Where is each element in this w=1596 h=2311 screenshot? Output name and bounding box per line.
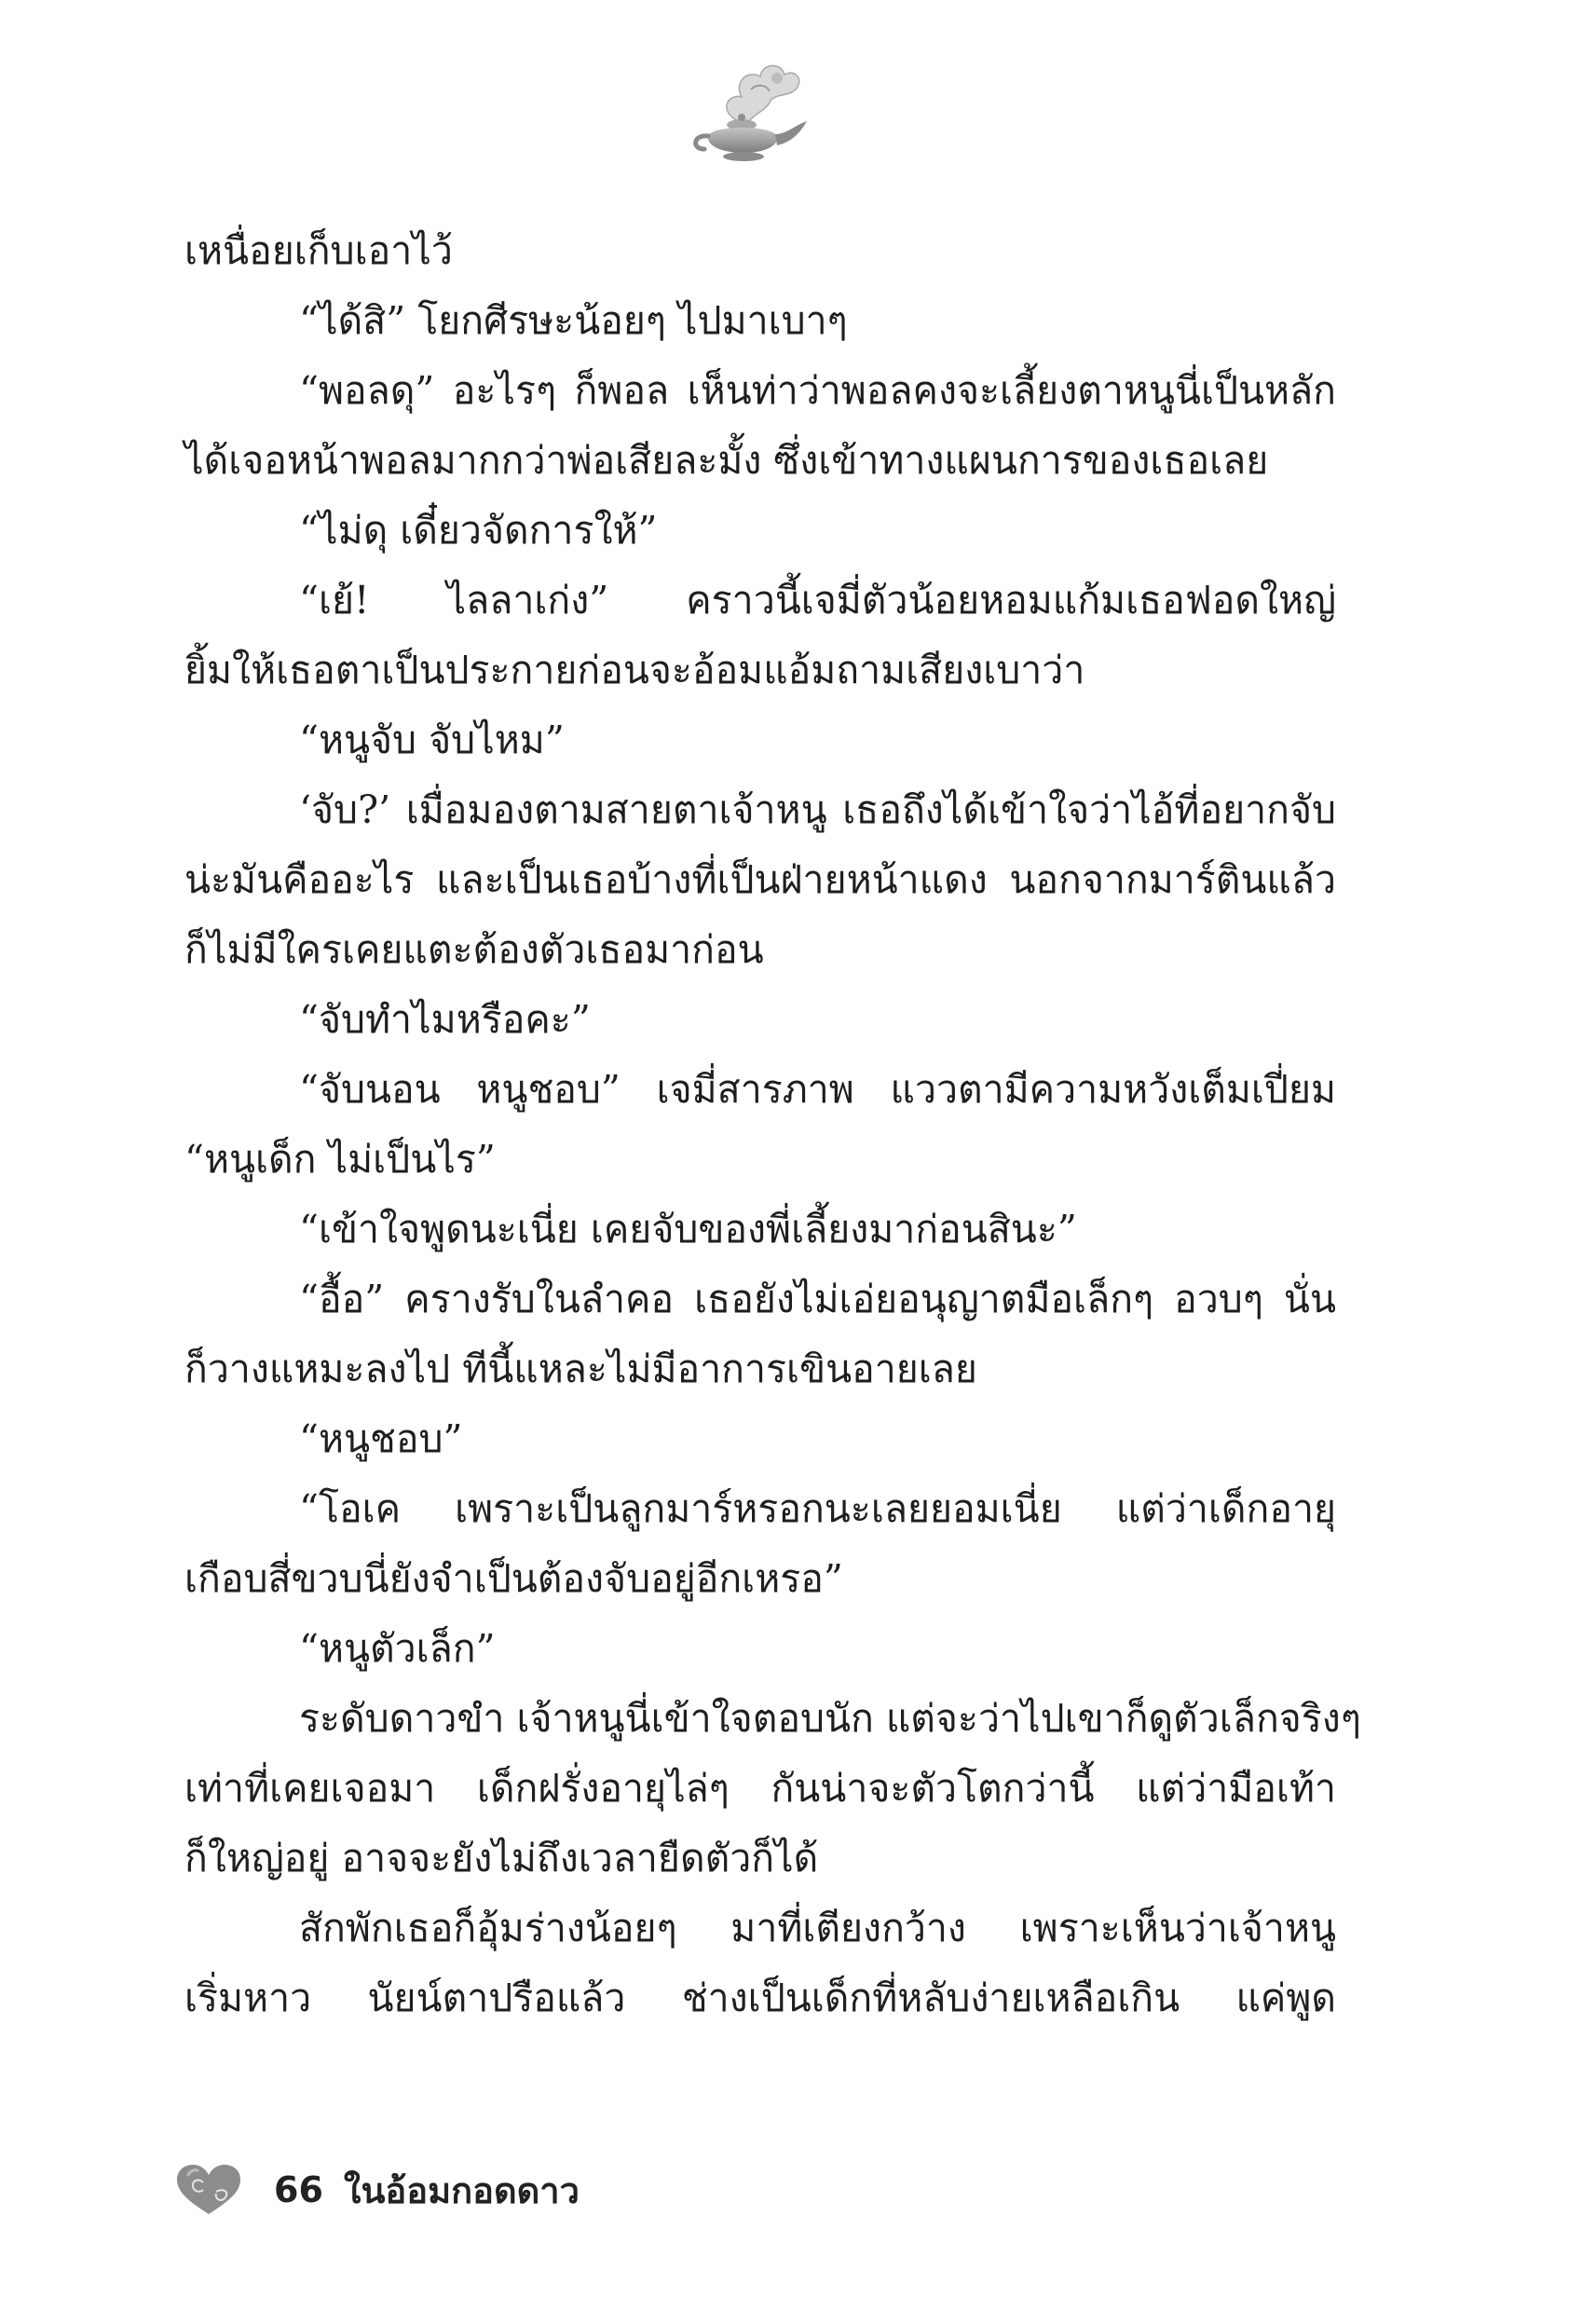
genie-lamp-icon <box>680 56 820 168</box>
book-title: ในอ้อมกอดดาว <box>343 2169 580 2211</box>
text-line: ระดับดาวขำ เจ้าหนูนี่เข้าใจตอบนัก แต่จะว่าไปเขาก็ดูตัวเล็กจริงๆ <box>299 1696 1361 1741</box>
text-line: ก็ใหญ่อยู่ อาจจะยังไม่ถึงเวลายืดตัวก็ได้ <box>184 1836 819 1880</box>
page-footer <box>175 2160 580 2220</box>
text-line: ได้เจอหน้าพอลมากกว่าพ่อเสียละมั้ง ซึ่งเข้าทางแผนการของเธอเลย <box>184 438 1269 483</box>
text-line: “หนูตัวเล็ก” <box>299 1626 496 1671</box>
text-line: “โอเค เพราะเป็นลูกมาร์หรอกนะเลยยอมเนี่ย แต่ว่าเด็กอายุ <box>299 1486 1336 1531</box>
text-line: เริ่มหาว นัยน์ตาปรือแล้ว ช่างเป็นเด็กที่หลับง่ายเหลือเกิน แค่พูด <box>184 1976 1336 2020</box>
text-line: น่ะมันคืออะไร และเป็นเธอบ้างที่เป็นฝ่ายหน้าแดง นอกจากมาร์ตินแล้ว <box>184 857 1336 902</box>
page-number: 66 <box>274 2169 323 2210</box>
text-line: “ได้สิ” โยกศีรษะน้อยๆ ไปมาเบาๆ <box>299 298 848 343</box>
text-line: สักพักเธอก็อุ้มร่างน้อยๆ มาที่เตียงกว้าง เพราะเห็นว่าเจ้าหนู <box>299 1906 1336 1950</box>
text-line: “พอลดุ” อะไรๆ ก็พอล เห็นท่าว่าพอลคงจะเลี้ยงตาหนูนี่เป็นหลัก <box>299 368 1336 413</box>
text-line: “จับนอน หนูชอบ” เจมี่สารภาพ แววตามีความหวังเต็มเปี่ยม <box>299 1067 1336 1112</box>
text-line: “อื้อ” ครางรับในลำคอ เธอยังไม่เอ่ยอนุญาตมือเล็กๆ อวบๆ นั่น <box>299 1277 1336 1321</box>
text-line: “ไม่ดุ เดี๋ยวจัดการให้” <box>299 508 658 553</box>
text-line: “หนูจับ จับไหม” <box>299 718 565 762</box>
text-line: “เย้! ไลลาเก่ง” คราวนี้เจมี่ตัวน้อยหอมแก้มเธอฟอดใหญ่ <box>299 578 1336 622</box>
text-line: ยิ้มให้เธอตาเป็นประกายก่อนจะอ้อมแอ้มถามเสียงเบาว่า <box>184 648 1085 692</box>
text-line: “เข้าใจพูดนะเนี่ย เคยจับของพี่เลี้ยงมาก่อนสินะ” <box>299 1207 1077 1251</box>
text-line: “หนูชอบ” <box>299 1416 463 1461</box>
body-text <box>184 216 1361 2033</box>
text-line: “หนูเด็ก ไม่เป็นไร” <box>184 1137 496 1182</box>
text-line: เหนื่อยเก็บเอาไว้ <box>184 228 453 273</box>
text-line: ก็วางแหมะลงไป ทีนี้แหละไม่มีอาการเขินอายเลย <box>184 1347 977 1391</box>
text-line: ‘จับ?’ เมื่อมองตามสายตาเจ้าหนู เธอถึงได้เข้าใจว่าไอ้ที่อยากจับ <box>299 787 1336 832</box>
text-line: “จับทำไมหรือคะ” <box>299 997 591 1042</box>
heart-icon <box>175 2164 242 2216</box>
text-line: เท่าที่เคยเจอมา เด็กฝรั่งอายุไล่ๆ กันน่าจะตัวโตกว่านี้ แต่ว่ามือเท้า <box>184 1766 1336 1811</box>
text-line: ก็ไม่มีใครเคยแตะต้องตัวเธอมาก่อน <box>184 927 764 972</box>
text-line: เกือบสี่ขวบนี่ยังจำเป็นต้องจับอยู่อีกเหรอ” <box>184 1556 843 1601</box>
